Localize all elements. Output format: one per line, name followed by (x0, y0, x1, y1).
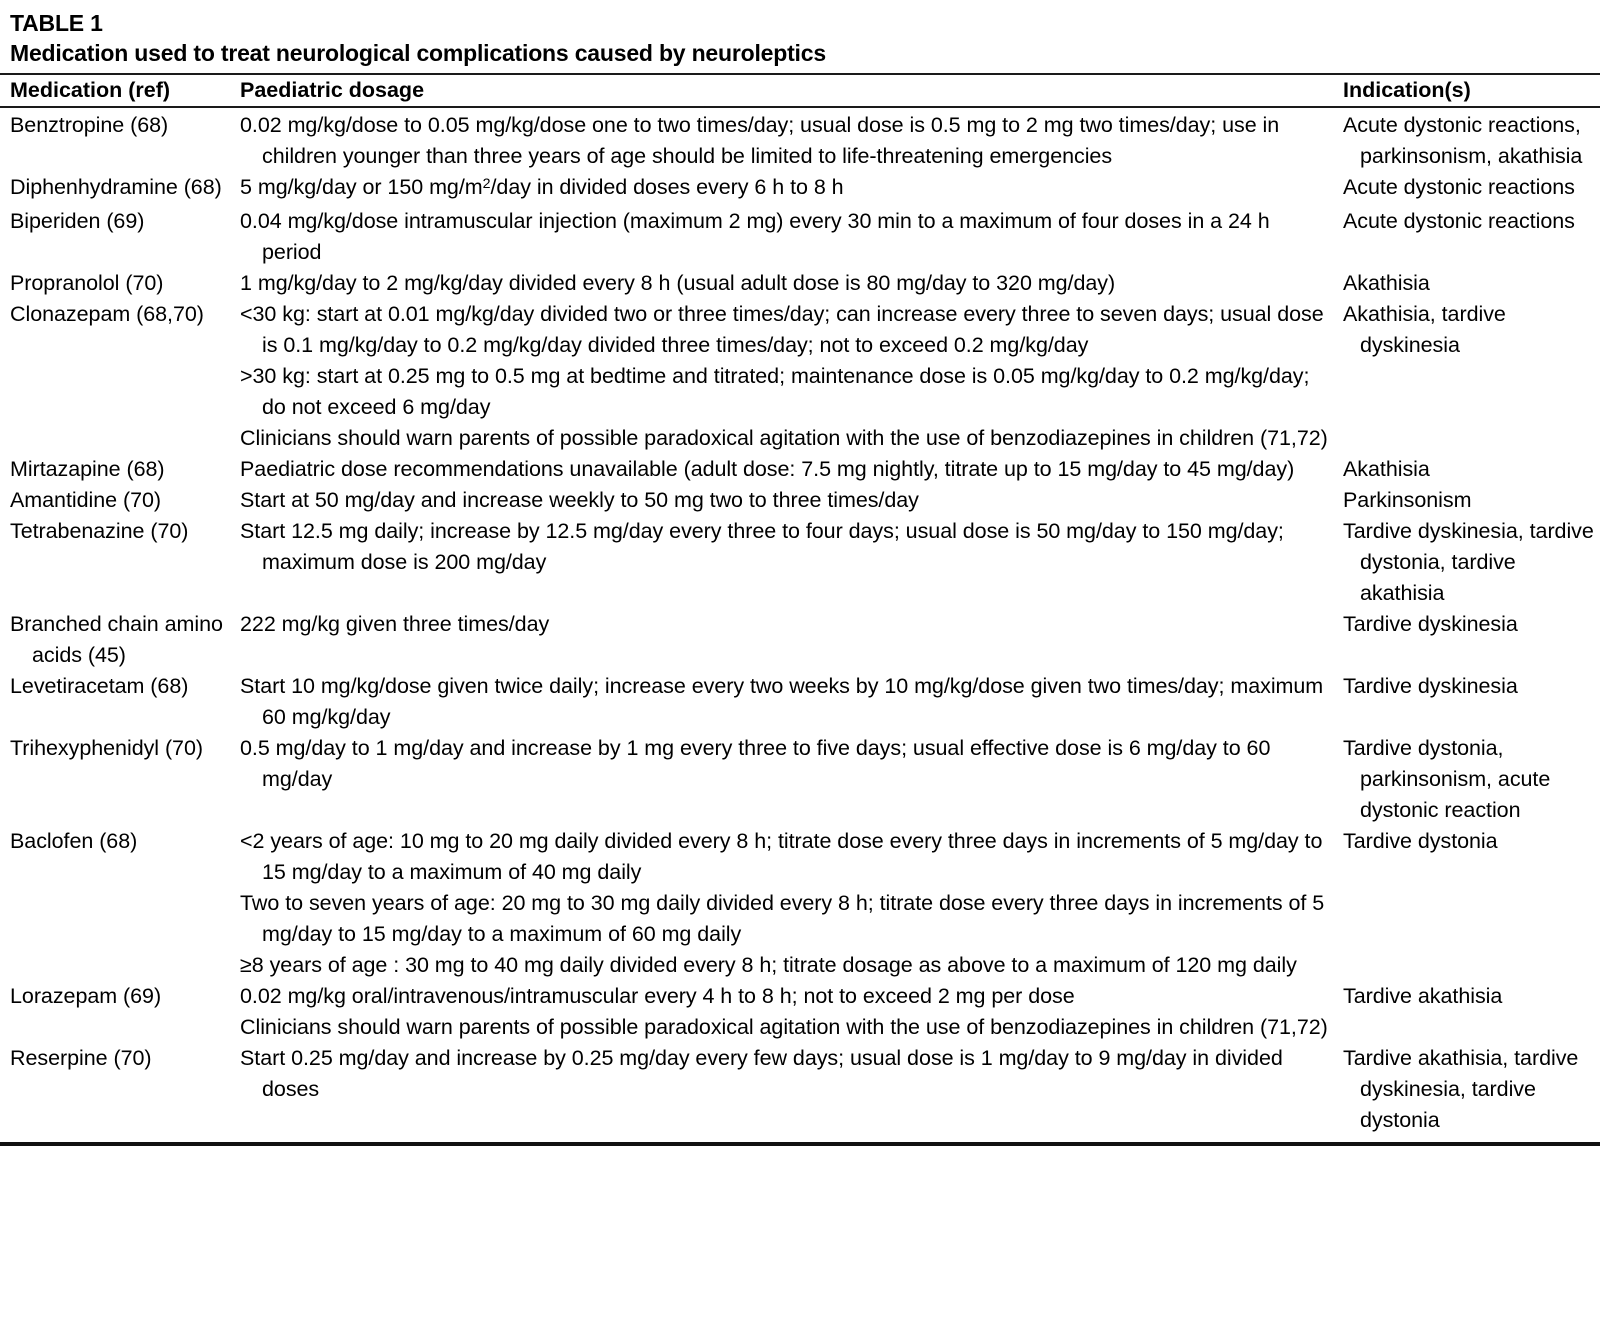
medication-name: Trihexyphenidyl (70) (10, 736, 203, 760)
cell-dosage (235, 454, 1336, 485)
dosage-text (235, 172, 1336, 206)
dosage-text (235, 671, 1336, 733)
cell-indication (1336, 516, 1600, 609)
cell-medication (0, 454, 235, 485)
dosage-text (235, 826, 1336, 981)
table-row (0, 733, 1600, 826)
medication-name: Tetrabenazine (70) (10, 519, 189, 543)
cell-medication (0, 733, 235, 826)
dosage-paragraph: <30 kg: start at 0.01 mg/kg/day divided two or three times/day; can increase every three to seven days; usual dose is 0.1 mg/kg/day to 0.2 mg/kg/day divided three times/day; not to exceed 0.2 mg/kg/day (240, 302, 1324, 357)
cell-indication (1336, 299, 1600, 454)
table-number-label: TABLE 1 (10, 10, 103, 36)
indication-text: Akathisia (1343, 271, 1430, 295)
cell-indication (1336, 485, 1600, 516)
indication-text: Tardive dyskinesia, tardive dystonia, tardive akathisia (1343, 519, 1594, 605)
medication-name: Mirtazapine (68) (10, 457, 165, 481)
table-row (0, 107, 1600, 172)
cell-medication (0, 516, 235, 609)
indication-text: Acute dystonic reactions, parkinsonism, akathisia (1343, 113, 1583, 168)
medication-name: Biperiden (69) (10, 209, 145, 233)
cell-medication (0, 485, 235, 516)
dosage-text (235, 268, 1336, 299)
cell-indication (1336, 671, 1600, 733)
cell-indication (1336, 609, 1600, 671)
cell-indication (1336, 172, 1600, 206)
dosage-paragraph: Paediatric dose recommendations unavailable (adult dose: 7.5 mg nightly, titrate up to 15 mg/day to 45 mg/day) (240, 457, 1295, 481)
table-row (0, 454, 1600, 485)
column-header-dosage: Paediatric dosage (240, 78, 425, 102)
indication-text: Tardive dystonia, parkinsonism, acute dystonic reaction (1343, 736, 1551, 822)
dosage-text (235, 981, 1336, 1043)
indication-text: Tardive akathisia (1343, 984, 1503, 1008)
dosage-paragraph: 1 mg/kg/day to 2 mg/kg/day divided every 8 h (usual adult dose is 80 mg/day to 320 mg/day) (240, 271, 1116, 295)
cell-indication (1336, 733, 1600, 826)
dosage-paragraph: Clinicians should warn parents of possible paradoxical agitation with the use of benzodiazepines in children (71,72) (240, 1015, 1328, 1039)
table-row (0, 609, 1600, 671)
cell-indication (1336, 1043, 1600, 1136)
column-header-indication: Indication(s) (1343, 78, 1471, 102)
dosage-text (235, 454, 1336, 485)
table-row (0, 485, 1600, 516)
dosage-text (235, 206, 1336, 268)
indication-text: Tardive dyskinesia (1343, 612, 1518, 636)
table-row (0, 1043, 1600, 1136)
medication-table (0, 75, 1600, 1136)
cell-indication (1336, 454, 1600, 485)
cell-indication (1336, 268, 1600, 299)
cell-dosage (235, 206, 1336, 268)
dosage-paragraph: 222 mg/kg given three times/day (240, 612, 550, 636)
cell-indication (1336, 981, 1600, 1043)
indication-text: Akathisia, tardive dyskinesia (1343, 302, 1506, 357)
medication-name: Baclofen (68) (10, 829, 138, 853)
cell-dosage (235, 826, 1336, 981)
medication-name: Benztropine (68) (10, 113, 169, 137)
indication-text: Akathisia (1343, 457, 1430, 481)
indication-text: Acute dystonic reactions (1343, 209, 1575, 233)
dosage-paragraph: 0.02 mg/kg oral/intravenous/intramuscular every 4 h to 8 h; not to exceed 2 mg per dose (240, 984, 1075, 1008)
cell-medication (0, 671, 235, 733)
cell-dosage (235, 516, 1336, 609)
cell-dosage (235, 107, 1336, 172)
medication-name: Propranolol (70) (10, 271, 164, 295)
indication-text: Tardive dystonia (1343, 829, 1498, 853)
table-title: Medication used to treat neurological complications caused by neuroleptics (10, 40, 826, 66)
indication-text: Parkinsonism (1343, 488, 1472, 512)
table-row (0, 206, 1600, 268)
header-row (0, 75, 1600, 107)
dosage-text (235, 516, 1336, 578)
dosage-paragraph: 0.04 mg/kg/dose intramuscular injection (maximum 2 mg) every 30 min to a maximum of four doses in a 24 h period (240, 209, 1270, 264)
dosage-paragraph: >30 kg: start at 0.25 mg to 0.5 mg at bedtime and titrated; maintenance dose is 0.05 mg/kg/day to 0.2 mg/kg/day; do not exceed 6 mg/day (240, 364, 1310, 419)
dosage-text (235, 609, 1336, 640)
dosage-text (235, 299, 1336, 454)
dosage-text (235, 485, 1336, 516)
medication-name: Branched chain amino acids (45) (10, 612, 223, 667)
cell-dosage (235, 299, 1336, 454)
dosage-text (235, 733, 1336, 795)
medication-name: Lorazepam (69) (10, 984, 162, 1008)
indication-text: Acute dystonic reactions (1343, 175, 1575, 199)
cell-dosage (235, 1043, 1336, 1136)
table-caption (0, 8, 1600, 68)
indication-text: Tardive akathisia, tardive dyskinesia, tardive dystonia (1343, 1046, 1579, 1132)
cell-medication (0, 268, 235, 299)
cell-medication (0, 206, 235, 268)
dosage-text (235, 1043, 1336, 1105)
cell-dosage (235, 981, 1336, 1043)
cell-medication (0, 299, 235, 454)
cell-indication (1336, 826, 1600, 981)
medication-name: Diphenhydramine (68) (10, 175, 222, 199)
dosage-paragraph: ≥8 years of age : 30 mg to 40 mg daily divided every 8 h; titrate dosage as above to a maximum of 120 mg daily (240, 953, 1297, 977)
dosage-paragraph: Start 10 mg/kg/dose given twice daily; increase every two weeks by 10 mg/kg/dose given two times/day; maximum 60 mg/kg/day (240, 674, 1324, 729)
medication-name: Clonazepam (68,70) (10, 302, 204, 326)
table-header (0, 75, 1600, 107)
indication-text: Tardive dyskinesia (1343, 674, 1518, 698)
medication-name: Levetiracetam (68) (10, 674, 189, 698)
cell-indication (1336, 107, 1600, 172)
cell-dosage (235, 609, 1336, 671)
table-row (0, 299, 1600, 454)
cell-medication (0, 1043, 235, 1136)
table-body (0, 107, 1600, 1136)
table-row (0, 826, 1600, 981)
cell-medication (0, 609, 235, 671)
cell-medication (0, 981, 235, 1043)
dosage-paragraph: Start 0.25 mg/day and increase by 0.25 mg/day every few days; usual dose is 1 mg/day to 9 mg/day in divided doses (240, 1046, 1283, 1101)
table-row (0, 172, 1600, 206)
cell-medication (0, 107, 235, 172)
dosage-paragraph: Clinicians should warn parents of possible paradoxical agitation with the use of benzodiazepines in children (71,72) (240, 426, 1328, 450)
table-row (0, 268, 1600, 299)
table-row (0, 671, 1600, 733)
table-bottom-rule (0, 1142, 1600, 1146)
cell-dosage (235, 485, 1336, 516)
column-header-medication: Medication (ref) (10, 78, 171, 102)
cell-medication (0, 172, 235, 206)
superscript-two: 2 (482, 176, 491, 193)
dosage-paragraph: 5 mg/kg/day or 150 $mg/m^2$/day in divided doses every 6 h to 8 h (240, 175, 844, 199)
medication-name: Reserpine (70) (10, 1046, 152, 1070)
table-row (0, 516, 1600, 609)
cell-dosage (235, 172, 1336, 206)
dosage-text (235, 110, 1336, 172)
table-row (0, 981, 1600, 1043)
cell-dosage (235, 733, 1336, 826)
medication-name: Amantidine (70) (10, 488, 162, 512)
cell-medication (0, 826, 235, 981)
dosage-paragraph: <2 years of age: 10 mg to 20 mg daily divided every 8 h; titrate dose every three days in increments of 5 mg/day to 15 mg/day to a maximum of 40 mg daily (240, 829, 1323, 884)
dosage-paragraph: 0.02 mg/kg/dose to 0.05 mg/kg/dose one to two times/day; usual dose is 0.5 mg to 2 mg two times/day; use in children younger than three years of age should be limited to life-threatening emergencies (240, 113, 1280, 168)
dosage-paragraph: Start 12.5 mg daily; increase by 12.5 mg/day every three to four days; usual dose is 50 mg/day to 150 mg/day; maximum dose is 200 mg/day (240, 519, 1284, 574)
cell-dosage (235, 671, 1336, 733)
cell-dosage (235, 268, 1336, 299)
dosage-paragraph: Start at 50 mg/day and increase weekly to 50 mg two to three times/day (240, 488, 919, 512)
dosage-paragraph: Two to seven years of age: 20 mg to 30 mg daily divided every 8 h; titrate dose every three days in increments of 5 mg/day to 15 mg/day to a maximum of 60 mg daily (240, 891, 1325, 946)
cell-indication (1336, 206, 1600, 268)
dosage-paragraph: 0.5 mg/day to 1 mg/day and increase by 1 mg every three to five days; usual effective dose is 6 mg/day to 60 mg/day (240, 736, 1271, 791)
